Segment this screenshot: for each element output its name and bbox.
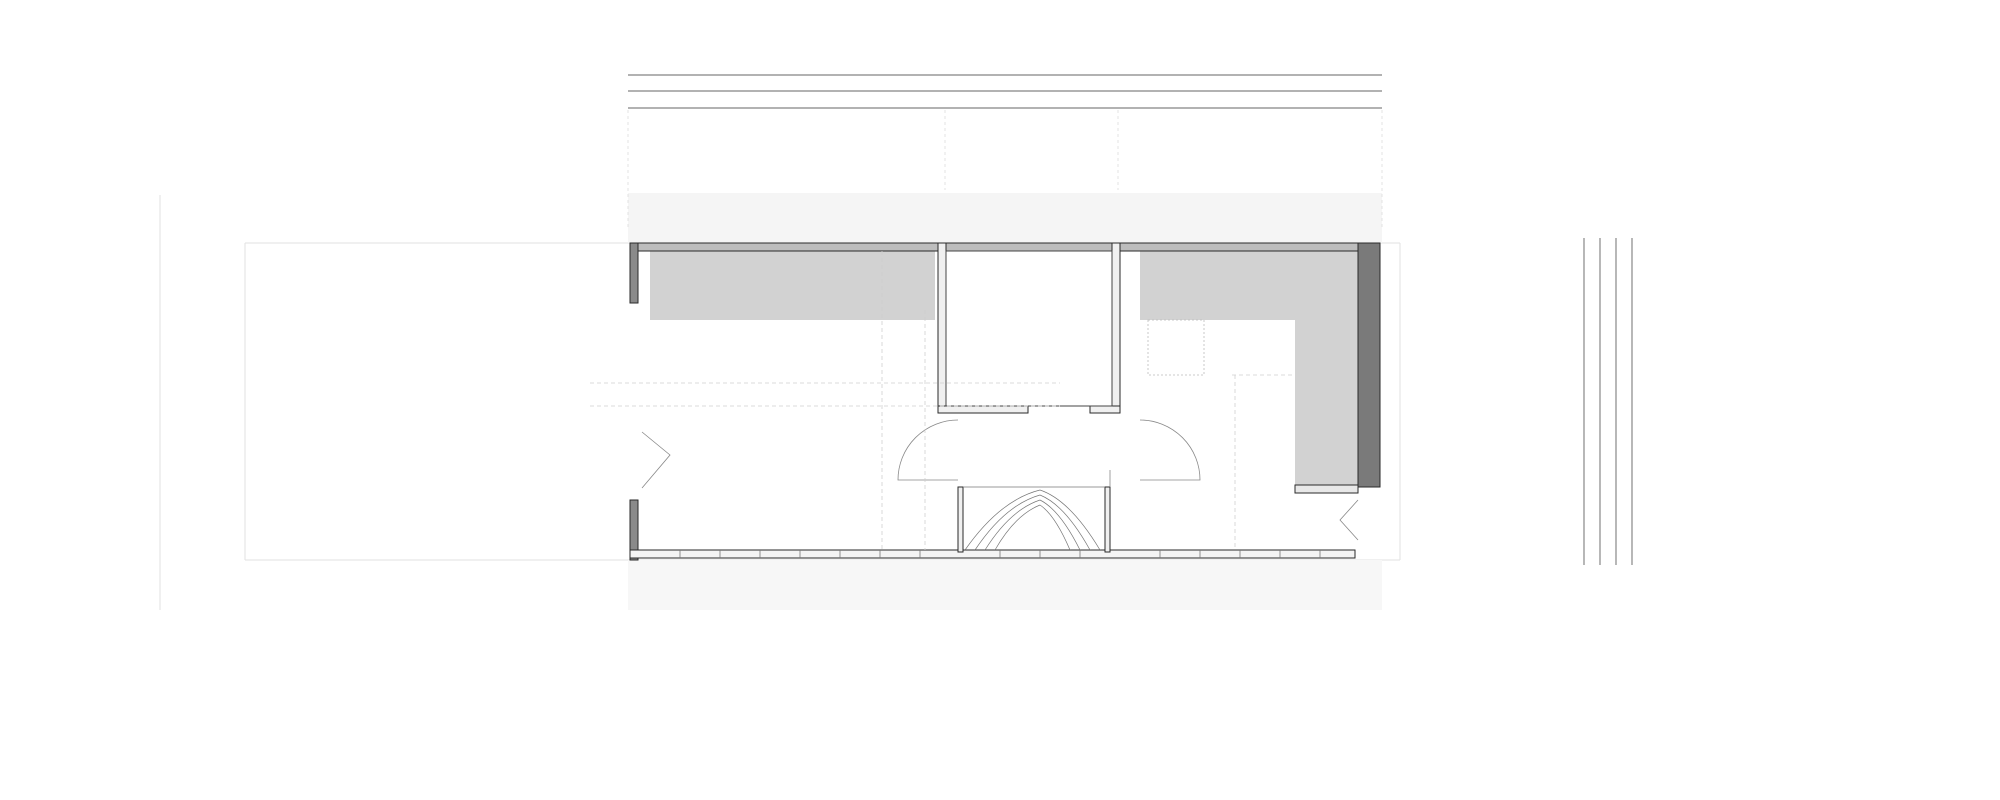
disclaimer-line (0, 755, 2000, 775)
context-band-top (628, 193, 1382, 243)
countertop-box (1148, 320, 1204, 375)
door-swings (642, 420, 1358, 540)
disclaimer (0, 696, 2000, 774)
disclaimer-line (0, 696, 2000, 716)
disclaimer-line (0, 716, 2000, 736)
right-dimension-lines (1584, 238, 1632, 565)
disclaimer-line (0, 735, 2000, 755)
staircase (963, 487, 1105, 550)
top-dimension-lines (628, 75, 1382, 108)
context-band-bottom (628, 560, 1382, 610)
